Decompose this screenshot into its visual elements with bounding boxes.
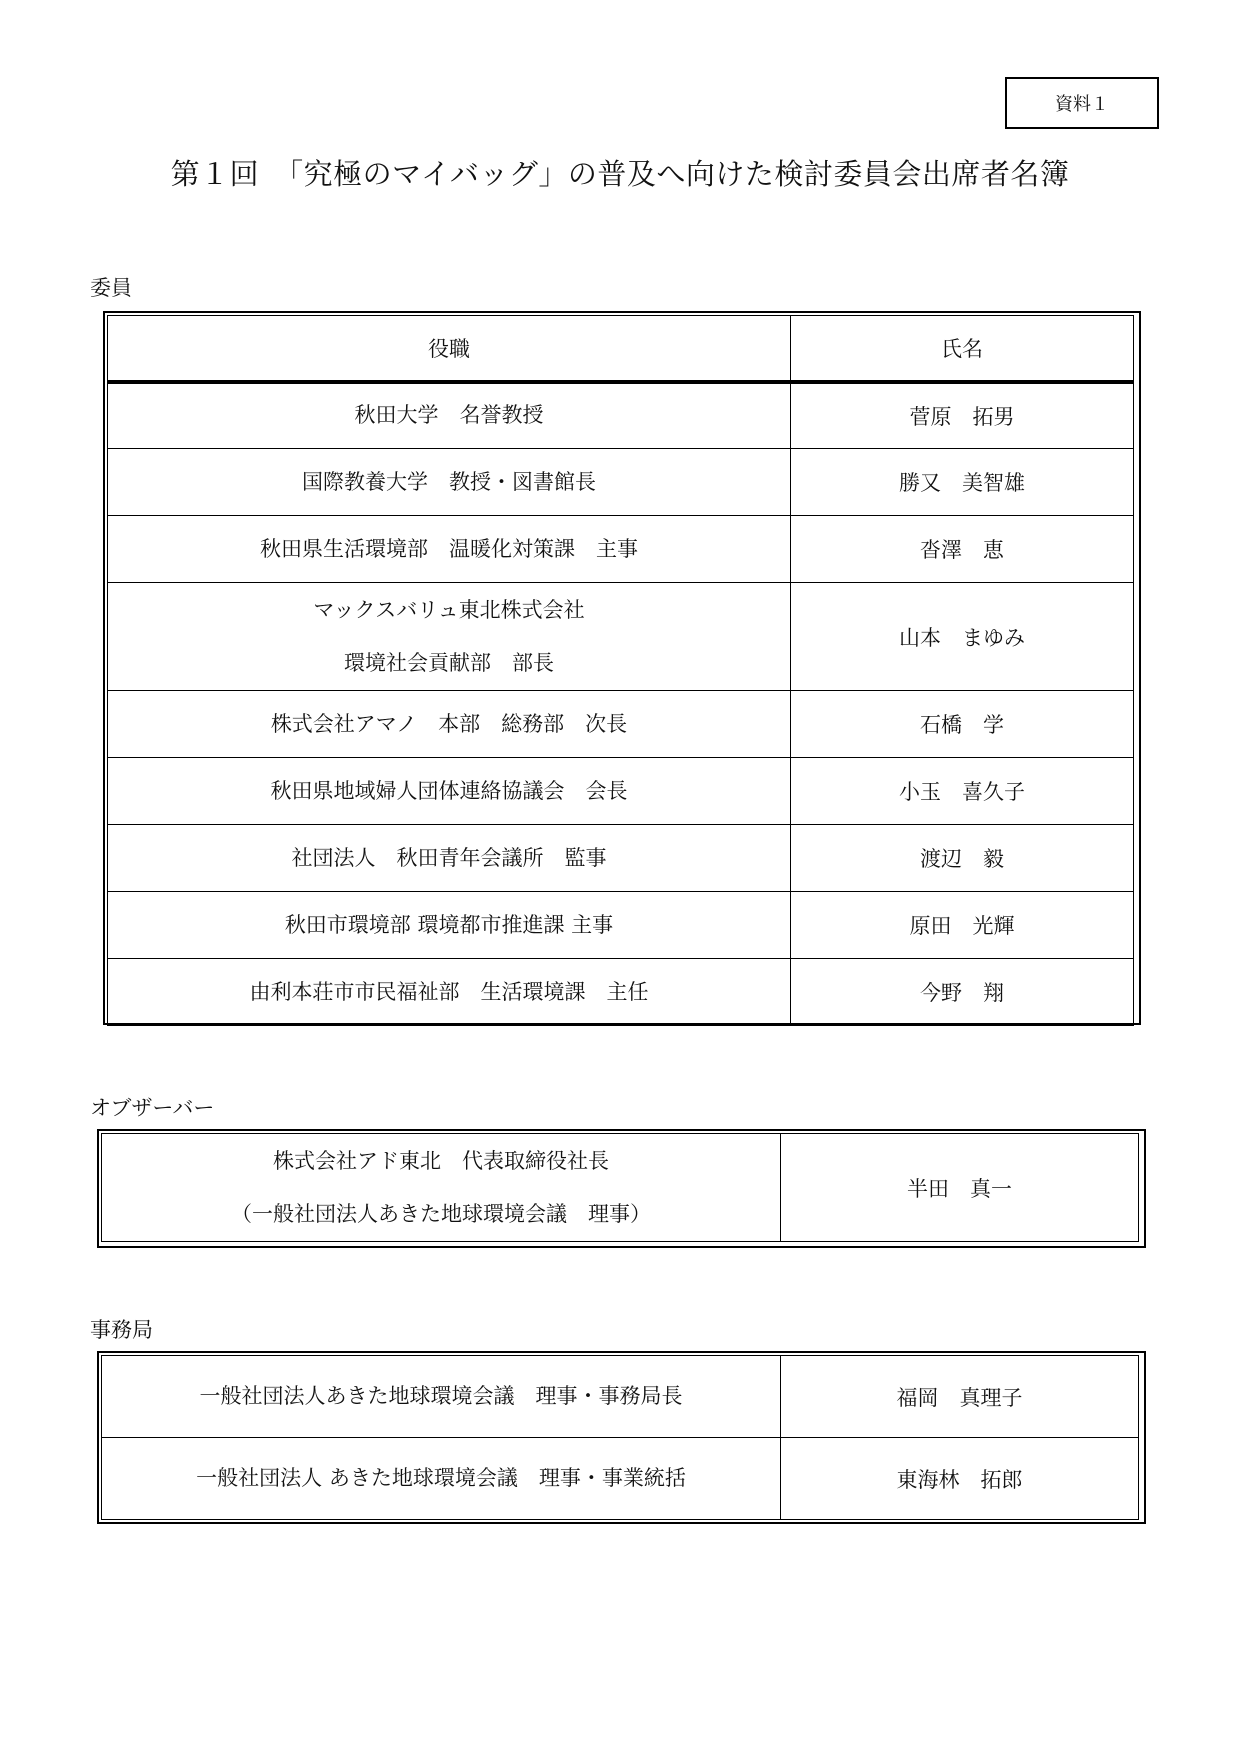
observers-table [101,1133,1139,1242]
table-row [108,959,1134,1026]
position-cell [102,1356,781,1438]
secretariat-table [101,1355,1139,1520]
name-cell: 小玉 喜久子 [791,758,1134,825]
name-cell: 山本 まゆみ [791,583,1134,691]
position-text: 秋田市環境部 環境都市推進課 主事 [284,912,614,937]
table-row [102,1356,1139,1438]
header-name: 氏名 [791,316,1134,382]
table-row [102,1438,1139,1520]
position-cell [108,382,791,449]
position-text: 株式会社アド東北 代表取締役社長 [273,1148,609,1173]
name-cell: 石橋 学 [791,691,1134,758]
position-cell [102,1134,781,1242]
name-cell: 原田 光輝 [791,892,1134,959]
table-row [108,825,1134,892]
position-text: 由利本荘市市民福祉部 生活環境課 主任 [249,979,649,1004]
committee-table [107,315,1134,1026]
position-text: 社団法人 秋田青年会議所 監事 [291,845,607,870]
position-text: マックスバリュ東北株式会社 [313,597,585,622]
position-text: 一般社団法人 あきた地球環境会議 理事・事業統括 [196,1466,686,1490]
table-row [108,691,1134,758]
position-text: 秋田県地域婦人団体連絡協議会 会長 [270,778,628,803]
position-text: （一般社団法人あきた地球環境会議 理事） [231,1201,651,1226]
position-cell [108,691,791,758]
table-row [108,583,1134,691]
position-cell [108,959,791,1026]
page-title: 第１回 「究極のマイバッグ」の普及へ向けた検討委員会出席者名簿 [170,157,1070,191]
position-cell [108,825,791,892]
position-text: 株式会社アマノ 本部 総務部 次長 [270,711,628,736]
position-cell [102,1438,781,1520]
section-heading-committee: 委員 [90,276,132,300]
position-text: 環境社会貢献部 部長 [344,650,554,675]
position-cell [108,449,791,516]
header-position: 役職 [108,316,791,382]
name-cell: 半田 真一 [781,1134,1139,1242]
position-cell [108,516,791,583]
table-row [108,516,1134,583]
table-row [108,382,1134,449]
table-row [108,892,1134,959]
name-cell: 沓澤 恵 [791,516,1134,583]
document-label: 資料１ [1005,77,1159,129]
table-row [102,1134,1139,1242]
position-text: 一般社団法人あきた地球環境会議 理事・事務局長 [199,1384,683,1408]
position-text: 国際教養大学 教授・図書館長 [302,469,596,494]
name-cell: 勝又 美智雄 [791,449,1134,516]
position-text: 秋田大学 名誉教授 [354,403,544,428]
name-cell: 福岡 真理子 [781,1356,1139,1438]
name-cell: 東海林 拓郎 [781,1438,1139,1520]
name-cell: 渡辺 毅 [791,825,1134,892]
section-heading-secretariat: 事務局 [90,1318,153,1342]
position-cell [108,583,791,691]
table-row [108,449,1134,516]
section-heading-observers: オブザーバー [90,1096,215,1120]
table-row [108,758,1134,825]
position-text: 秋田県生活環境部 温暖化対策課 主事 [260,536,638,561]
position-cell [108,892,791,959]
name-cell: 菅原 拓男 [791,382,1134,449]
table-header-row [108,316,1134,382]
name-cell: 今野 翔 [791,959,1134,1026]
position-cell [108,758,791,825]
